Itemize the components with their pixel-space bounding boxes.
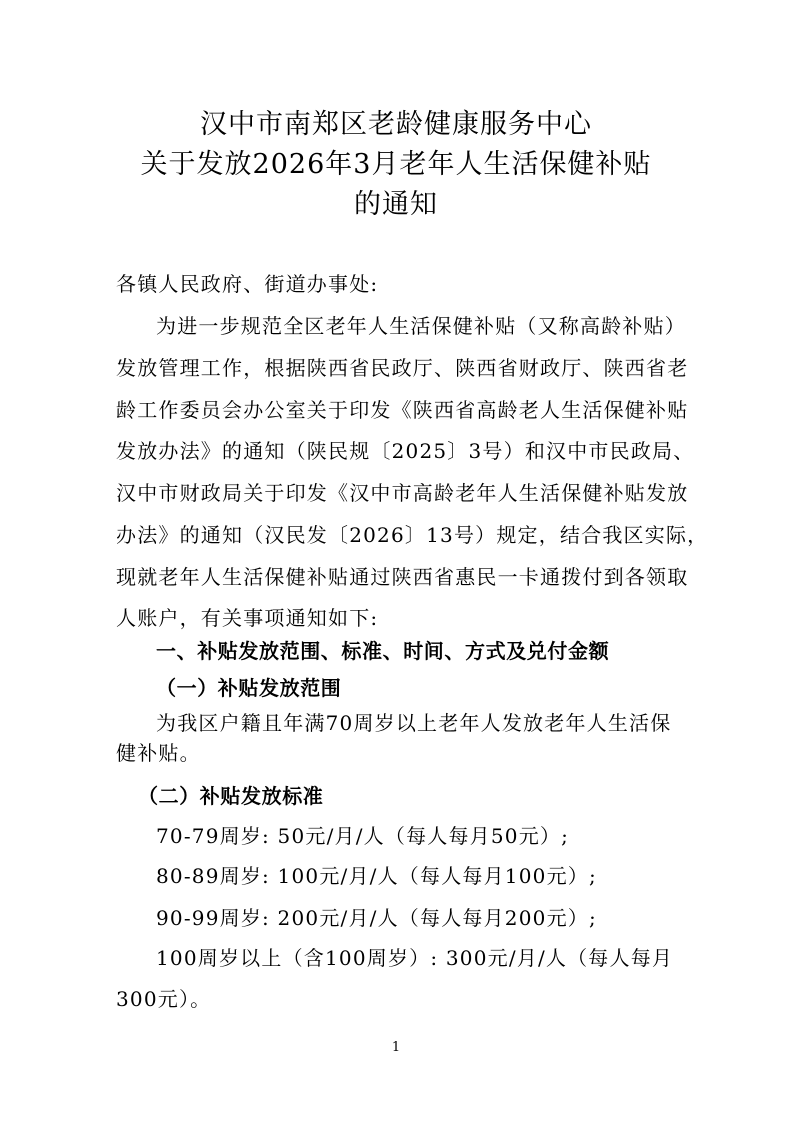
- standard-line: 70-79周岁: 50元/月/人（每人每月50元）;: [156, 824, 570, 848]
- subsection-1-text: 健补贴。: [116, 741, 201, 765]
- intro-line: 现就老年人生活保健补贴通过陕西省惠民一卡通拨付到各领取: [116, 565, 689, 589]
- intro-line: 为进一步规范全区老年人生活保健补贴（又称高龄补贴）: [156, 314, 686, 338]
- intro-line: 汉中市财政局关于印发《汉中市高龄老年人生活保健补贴发放: [116, 481, 689, 505]
- subsection-2-heading: （二）补贴发放标准: [138, 784, 324, 808]
- title-line-1: 汉中市南郑区老龄健康服务中心: [200, 109, 592, 140]
- subsection-1-text: 为我区户籍且年满70周岁以上老年人发放老年人生活保: [156, 711, 672, 735]
- title-line-3: 的通知: [354, 189, 438, 220]
- intro-line: 人账户，有关事项通知如下:: [116, 606, 379, 630]
- intro-line: 发放管理工作，根据陕西省民政厅、陕西省财政厅、陕西省老: [116, 356, 689, 380]
- standard-line: 80-89周岁: 100元/月/人（每人每月100元）;: [156, 864, 597, 888]
- page-number: 1: [391, 1040, 401, 1055]
- title-line-2: 关于发放2026年3月老年人生活保健补贴: [140, 149, 652, 180]
- section-1-heading: 一、补贴发放范围、标准、时间、方式及兑付金额: [156, 639, 610, 663]
- intro-line: 办法》的通知（汉民发〔2026〕13号）规定，结合我区实际，: [116, 523, 709, 547]
- addressee: 各镇人民政府、街道办事处:: [116, 272, 379, 296]
- standard-line: 100周岁以上（含100周岁）: 300元/月/人（每人每月: [156, 946, 674, 970]
- intro-line: 发放办法》的通知（陕民规〔2025〕3号）和汉中市民政局、: [116, 439, 695, 463]
- subsection-1-heading: （一）补贴发放范围: [156, 676, 342, 700]
- intro-line: 龄工作委员会办公室关于印发《陕西省高龄老人生活保健补贴: [116, 398, 689, 422]
- standard-line: 90-99周岁: 200元/月/人（每人每月200元）;: [156, 906, 597, 930]
- standard-line: 300元）。: [116, 987, 212, 1011]
